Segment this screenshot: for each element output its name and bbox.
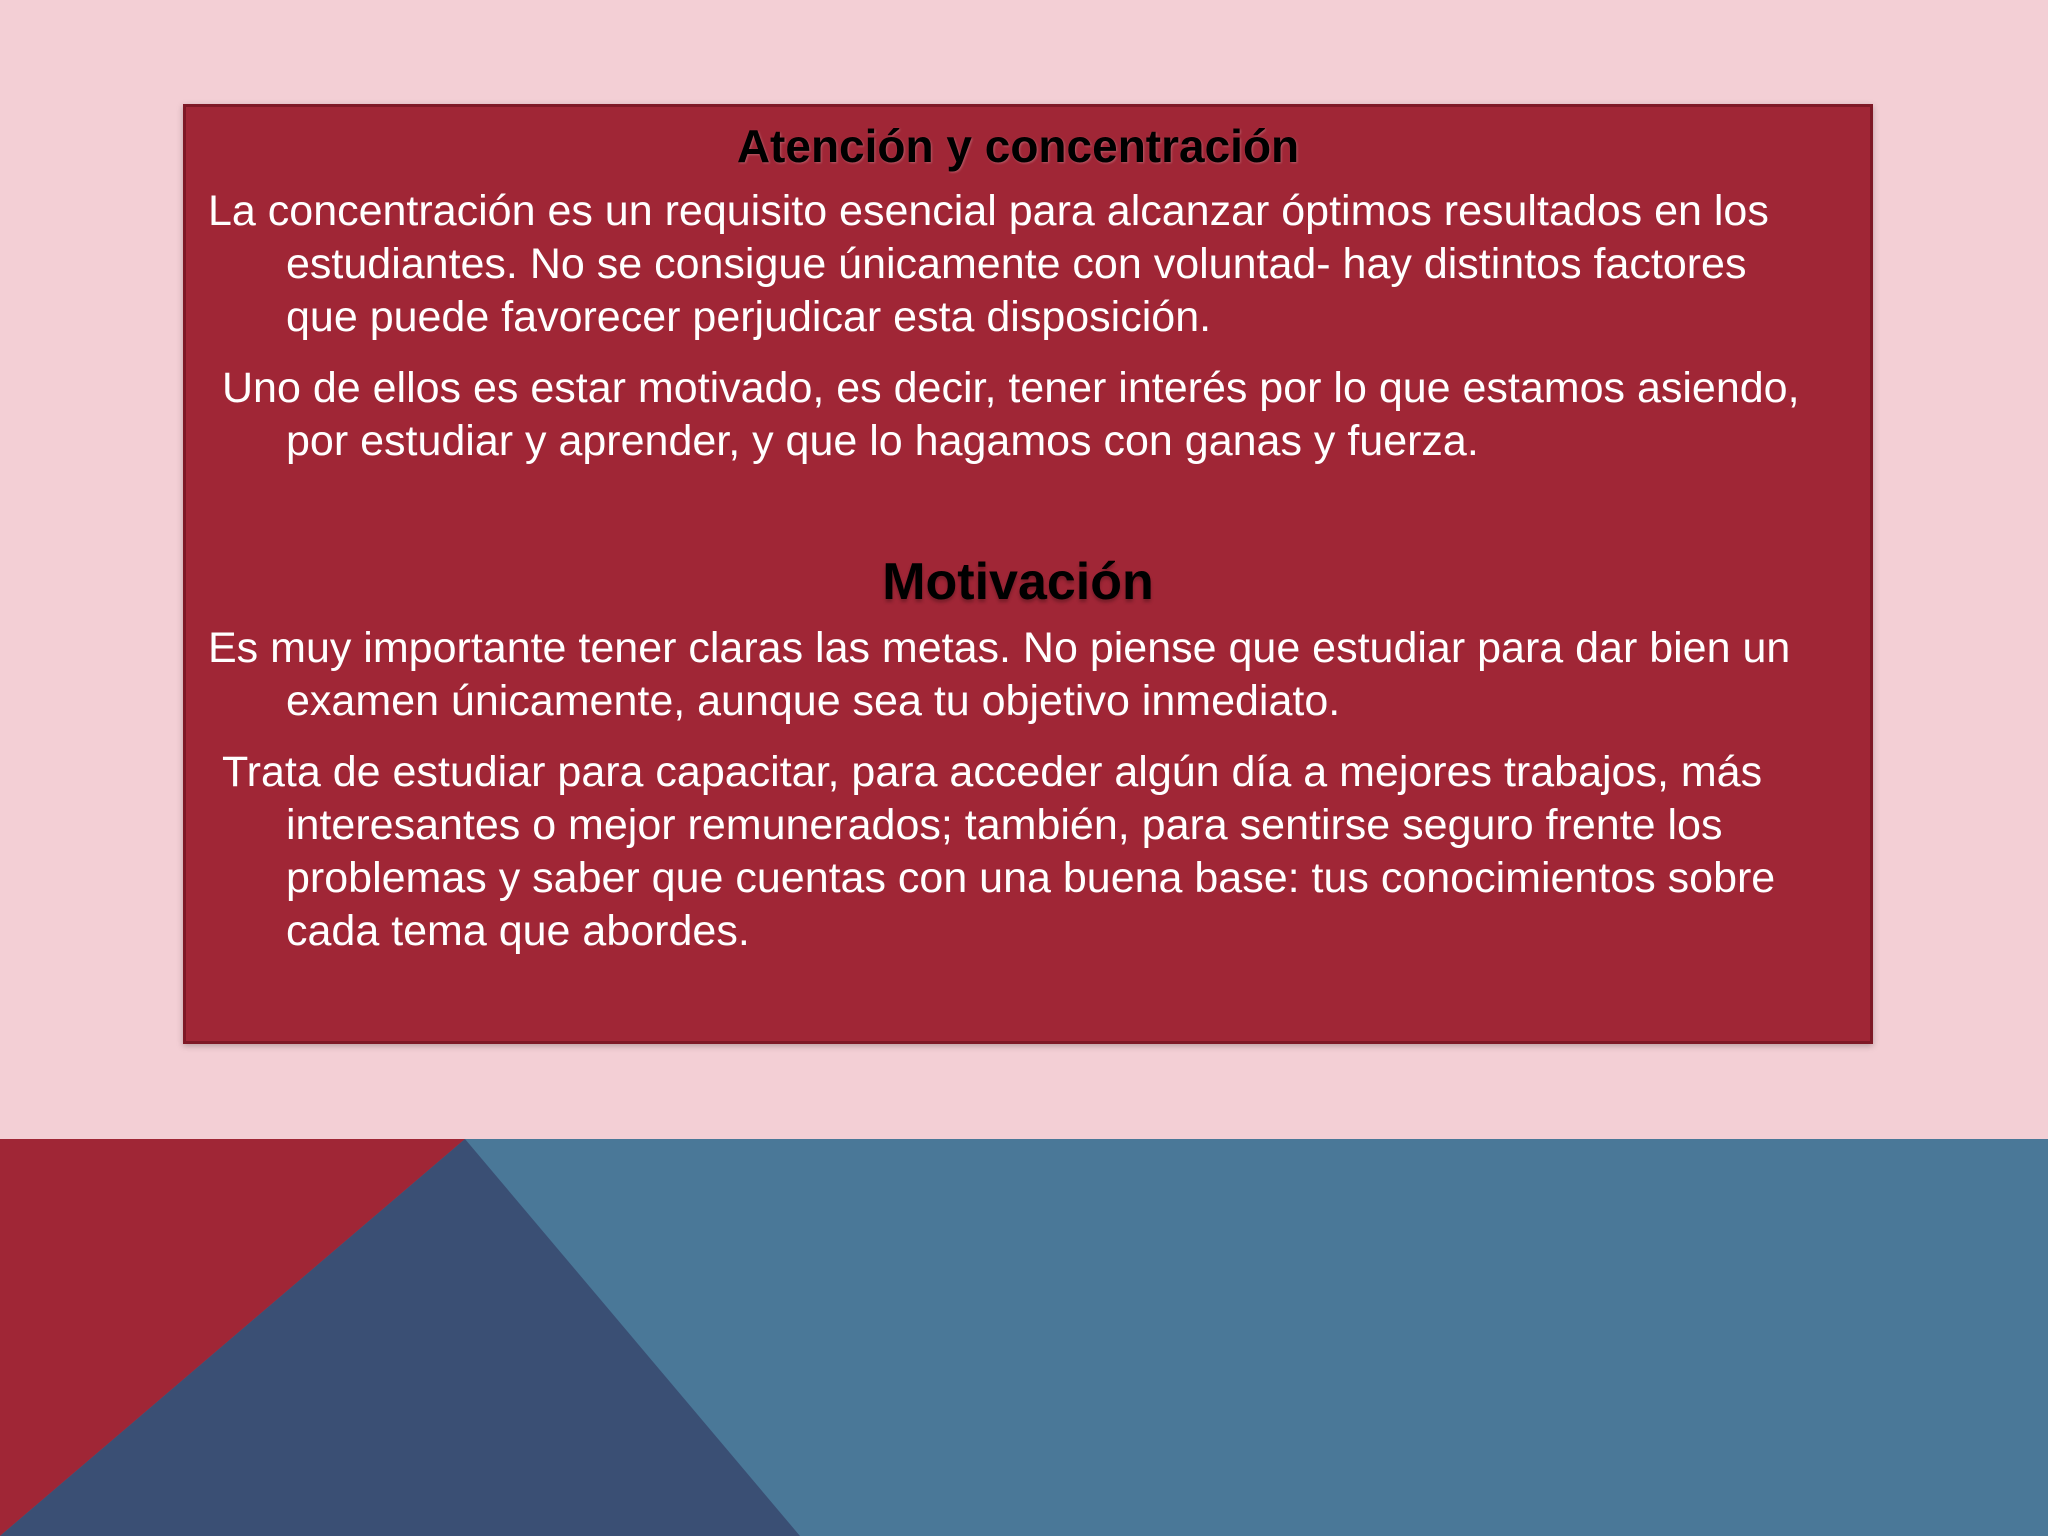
paragraph-study-purpose: Trata de estudiar para capacitar, para acceder algún día a mejores trabajos, más interesantes o mejor remunerados; también, para sentirse seguro frente los problemas y saber que cuentas con una buena base: tus conocimientos sobre cada tema que abordes. [222,748,1776,955]
paragraph-motivated: Uno de ellos es estar motivado, es decir, tener interés por lo que estamos asiendo, por estudiar y aprender, y que lo hagamos con ganas y fuerza. [222,364,1800,465]
content-box [183,104,1873,1044]
section-title-motivation: Motivación [882,553,1154,611]
paragraph-concentration: La concentración es un requisito esencial para alcanzar óptimos resultados en los estudiantes. No se consigue únicamente con voluntad- hay distintos factores que puede favorecer perjudicar esta disposición. [208,187,1769,341]
section-title-attention: Atención y concentración [736,120,1300,172]
paragraph-goals: Es muy importante tener claras las metas. No piense que estudiar para dar bien un examen únicamente, aunque sea tu objetivo inmediato. [208,624,1791,725]
